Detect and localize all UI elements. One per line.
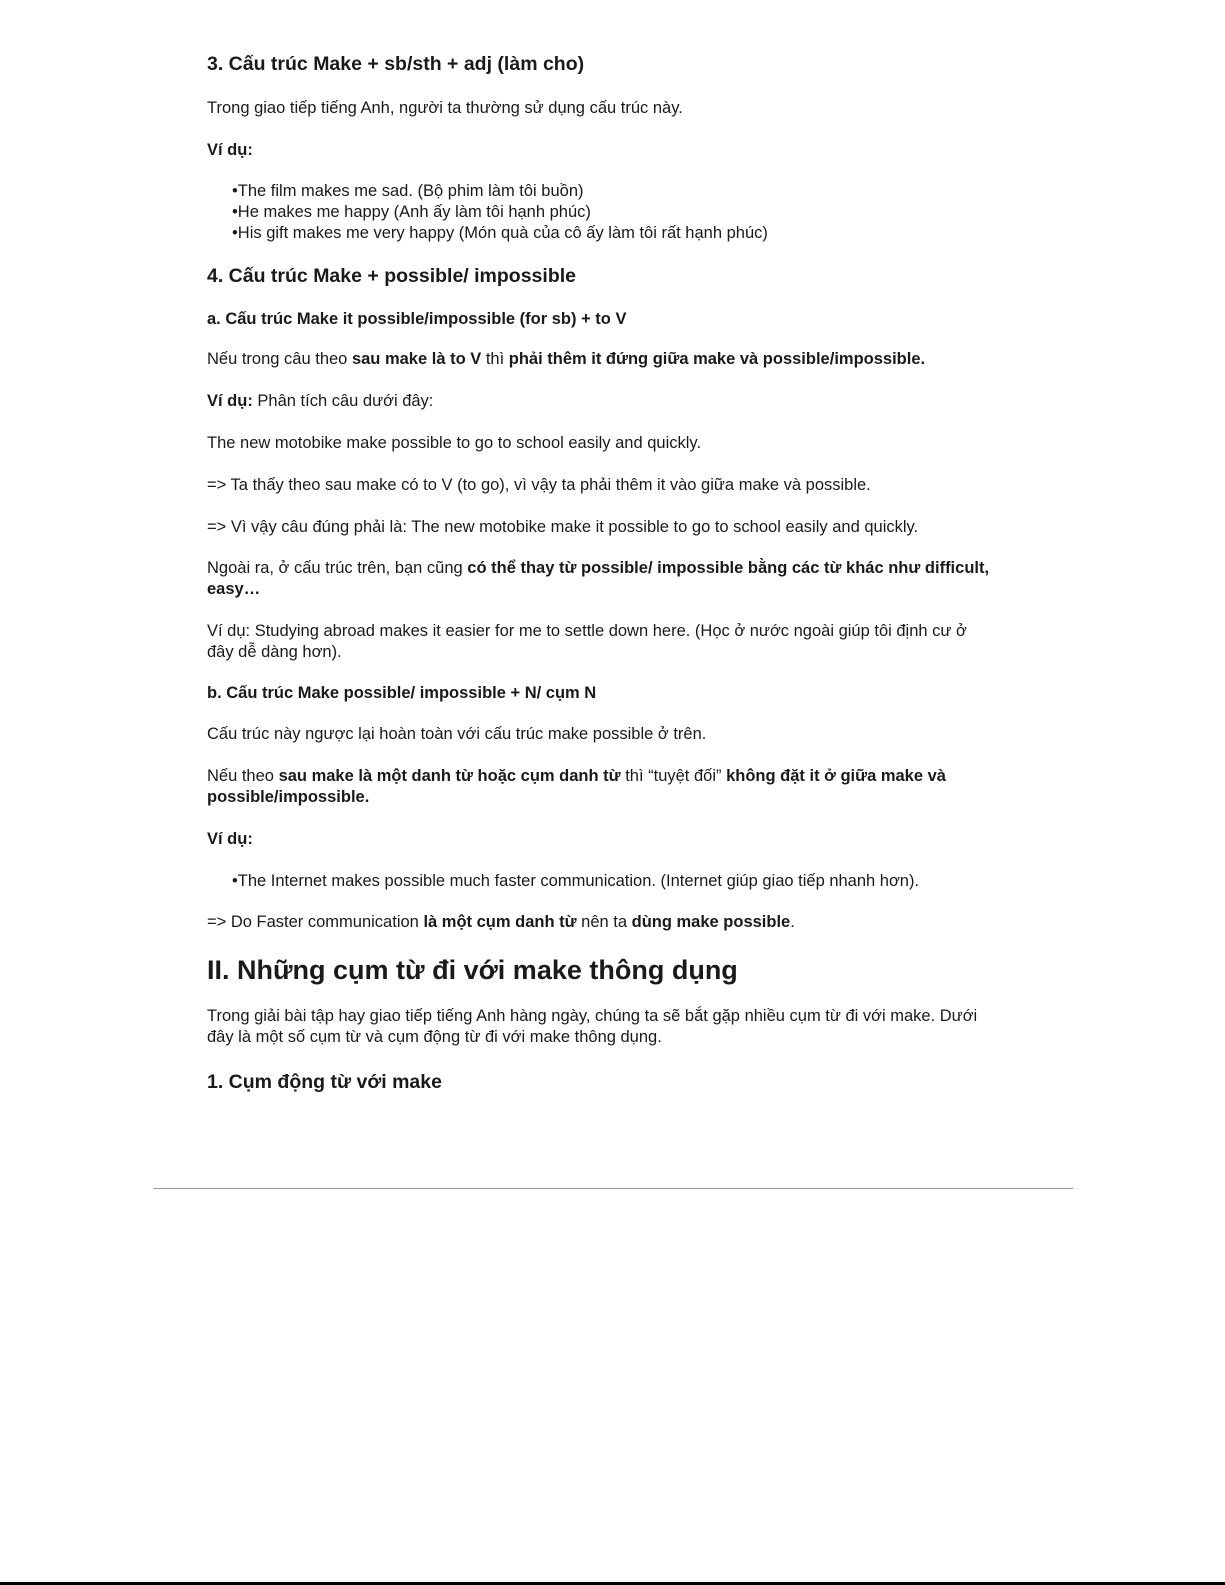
section-4a-heading: a. Cấu trúc Make it possible/impossible (for sb) + to V: [207, 310, 627, 328]
section-3-heading: 3. Cấu trúc Make + sb/sth + adj (làm cho): [207, 53, 585, 75]
section-3-example-label: Ví dụ:: [207, 141, 253, 159]
section-4a-example-2: Ví dụ: Studying abroad makes it easier for me to settle down here. (Học ở nước ngoài giúp tôi định cư ở đây dễ dàng hơn).: [207, 622, 967, 661]
section-4b-conclusion: => Do Faster communication là một cụm danh từ nên ta dùng make possible.: [207, 913, 795, 931]
section-4-heading: 4. Cấu trúc Make + possible/ impossible: [207, 265, 576, 287]
section-4a-example-intro: Ví dụ: Phân tích câu dưới đây:: [207, 392, 434, 410]
section-II-1-heading: 1. Cụm động từ với make: [207, 1071, 442, 1093]
section-4a-explain-1: => Ta thấy theo sau make có to V (to go), vì vậy ta phải thêm it vào giữa make và possible.: [207, 476, 871, 494]
section-II-heading: II. Những cụm từ đi với make thông dụng: [207, 955, 738, 985]
section-4a-rule: Nếu trong câu theo sau make là to V thì phải thêm it đứng giữa make và possible/impossible.: [207, 350, 926, 368]
section-II-intro: Trong giải bài tập hay giao tiếp tiếng Anh hàng ngày, chúng ta sẽ bắt gặp nhiều cụm từ đi với make. Dưới đây là một số cụm từ và cụm động từ đi với make thông dụng.: [207, 1007, 978, 1046]
section-4a-sentence: The new motobike make possible to go to school easily and quickly.: [207, 434, 702, 452]
page-divider: [153, 1188, 1073, 1189]
list-item: • The Internet makes possible much faster communication. (Internet giúp giao tiếp nhanh hơn).: [232, 871, 919, 892]
section-4b-heading: b. Cấu trúc Make possible/ impossible + N/ cụm N: [207, 684, 597, 702]
list-item: • He makes me happy (Anh ấy làm tôi hạnh phúc): [232, 202, 591, 223]
section-4b-intro: Cấu trúc này ngược lại hoàn toàn với cấu trúc make possible ở trên.: [207, 725, 707, 743]
list-item: • His gift makes me very happy (Món quà của cô ấy làm tôi rất hạnh phúc): [232, 223, 768, 244]
section-4b-rule: Nếu theo sau make là một danh từ hoặc cụm danh từ thì “tuyệt đối” không đặt it ở giữa make và possible/impossible.: [207, 767, 946, 806]
section-4a-note: Ngoài ra, ở cấu trúc trên, bạn cũng có thể thay từ possible/ impossible bằng các từ khác như difficult, easy…: [207, 559, 990, 598]
section-3-intro: Trong giao tiếp tiếng Anh, người ta thường sử dụng cấu trúc này.: [207, 99, 683, 117]
list-item: • The film makes me sad. (Bộ phim làm tôi buồn): [232, 181, 584, 202]
section-4b-example-label: Ví dụ:: [207, 830, 253, 848]
section-4a-explain-2: => Vì vậy câu đúng phải là: The new motobike make it possible to go to school easily and quickly.: [207, 518, 919, 536]
